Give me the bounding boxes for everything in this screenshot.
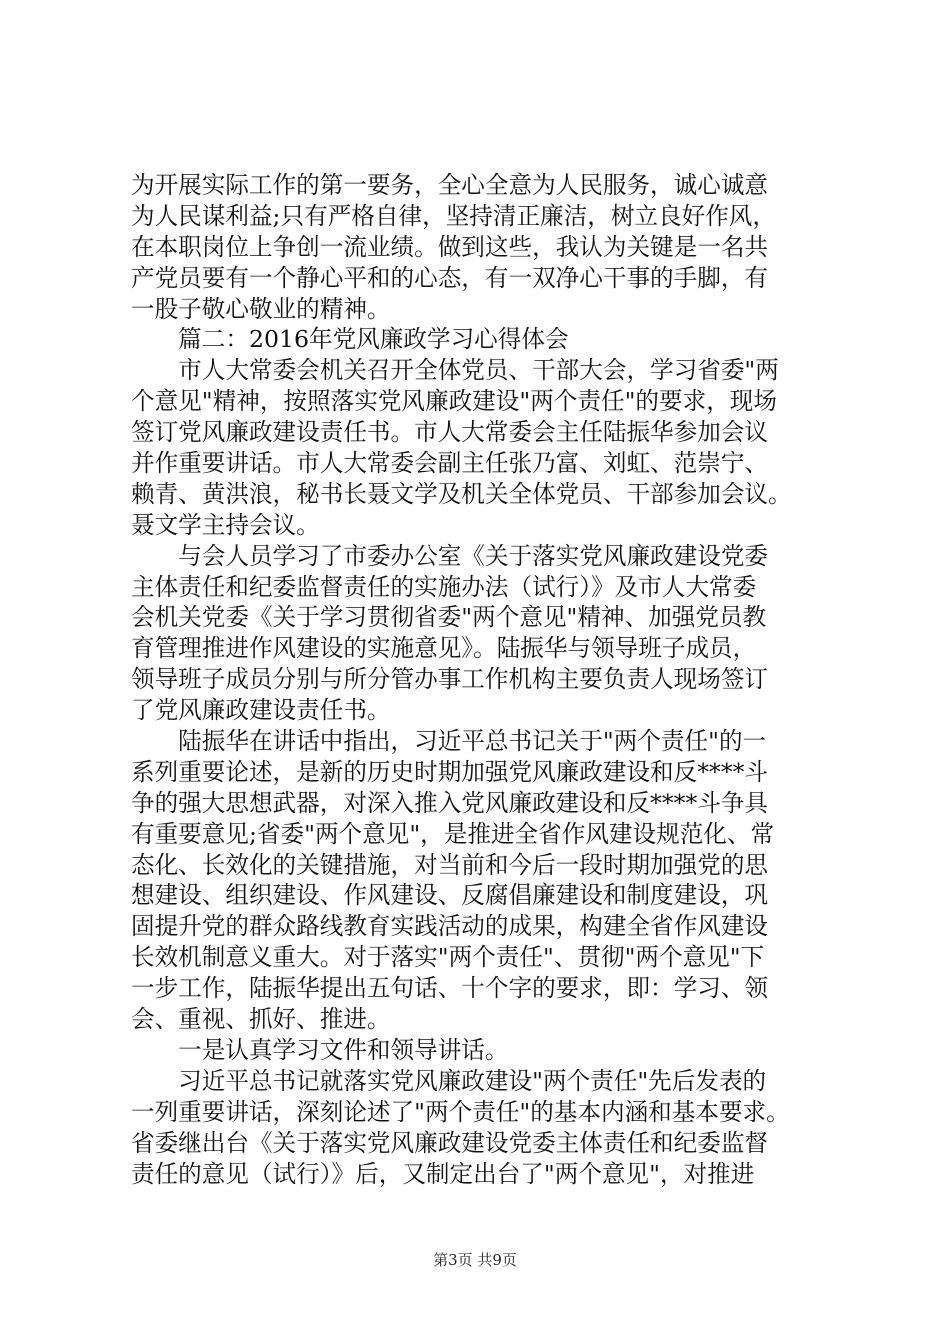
text-line: 为人民谋利益;只有严格自律，坚持清正廉洁，树立良好作风， [131,201,776,230]
text-line: 长效机制意义重大。对于落实"两个责任"、贯彻"两个意见"下 [131,943,765,972]
text-line: 个意见"精神，按照落实党风廉政建设"两个责任"的要求，现场 [131,387,777,416]
text-line: 想建设、组织建设、作风建设、反腐倡廉建设和制度建设，巩 [131,881,769,910]
document-body [131,170,831,1189]
text-line: 在本职岗位上争创一流业绩。做到这些，我认为关键是一名共 [131,232,769,261]
text-line: 签订党风廉政建设责任书。市人大常委会主任陆振华参加会议 [131,418,769,447]
text-line: 态化、长效化的关键措施，对当前和今后一段时期加强党的思 [131,850,769,879]
text-line: 省委继出台《关于落实党风廉政建设党委主体责任和纪委监督 [131,1128,769,1157]
text-line: 主体责任和纪委监督责任的实施办法（试行）》及市人大常委 [131,572,757,601]
text-line: 并作重要讲话。市人大常委会副主任张乃富、刘虹、范崇宁、 [131,449,769,478]
text-line: 一是认真学习文件和领导讲话。 [131,1035,509,1064]
section-heading: 篇二：2016年党风廉政学习心得体会 [131,325,569,354]
text-line: 会、重视、抓好、推进。 [131,1005,391,1034]
text-line: 与会人员学习了市委办公室《关于落实党风廉政建设党委 [131,541,769,570]
text-line: 了党风廉政建设责任书。 [131,696,391,725]
text-line: 赖青、黄洪浪，秘书长聂文学及机关全体党员、干部参加会议。 [131,479,792,508]
text-line: 系列重要论述，是新的历史时期加强党风廉政建设和反****斗 [131,757,769,786]
text-line: 陆振华在讲话中指出，习近平总书记关于"两个责任"的一 [131,727,767,756]
text-line: 一列重要讲话，深刻论述了"两个责任"的基本内涵和基本要求。 [131,1097,790,1126]
text-line: 育管理推进作风建设的实施意见》。陆振华与领导班子成员， [131,634,757,663]
text-line: 产党员要有一个静心平和的心态，有一双净心干事的手脚，有 [131,263,769,292]
text-line: 有重要意见;省委"两个意见"，是推进全省作风建设规范化、常 [131,819,775,848]
text-line: 一步工作，陆振华提出五句话、十个字的要求，即：学习、领 [131,974,769,1003]
text-line: 责任的意见（试行）》后，又制定出台了"两个意见"，对推进 [131,1159,755,1188]
text-line: 会机关党委《关于学习贯彻省委"两个意见"精神、加强党员教 [131,603,767,632]
text-line: 一股子敬心敬业的精神。 [131,294,391,323]
page-number-footer: 第3页 共9页 [433,1251,517,1269]
text-line: 固提升党的群众路线教育实践活动的成果，构建全省作风建设 [131,912,769,941]
text-line: 习近平总书记就落实党风廉政建设"两个责任"先后发表的 [131,1066,767,1095]
text-line: 争的强大思想武器，对深入推入党风廉政建设和反****斗争具 [131,788,769,817]
text-line: 市人大常委会机关召开全体党员、干部大会，学习省委"两 [131,356,779,385]
text-line: 领导班子成员分别与所分管办事工作机构主要负责人现场签订 [131,665,769,694]
text-line: 为开展实际工作的第一要务，全心全意为人民服务，诚心诚意 [131,171,769,199]
text-line: 聂文学主持会议。 [131,510,320,539]
